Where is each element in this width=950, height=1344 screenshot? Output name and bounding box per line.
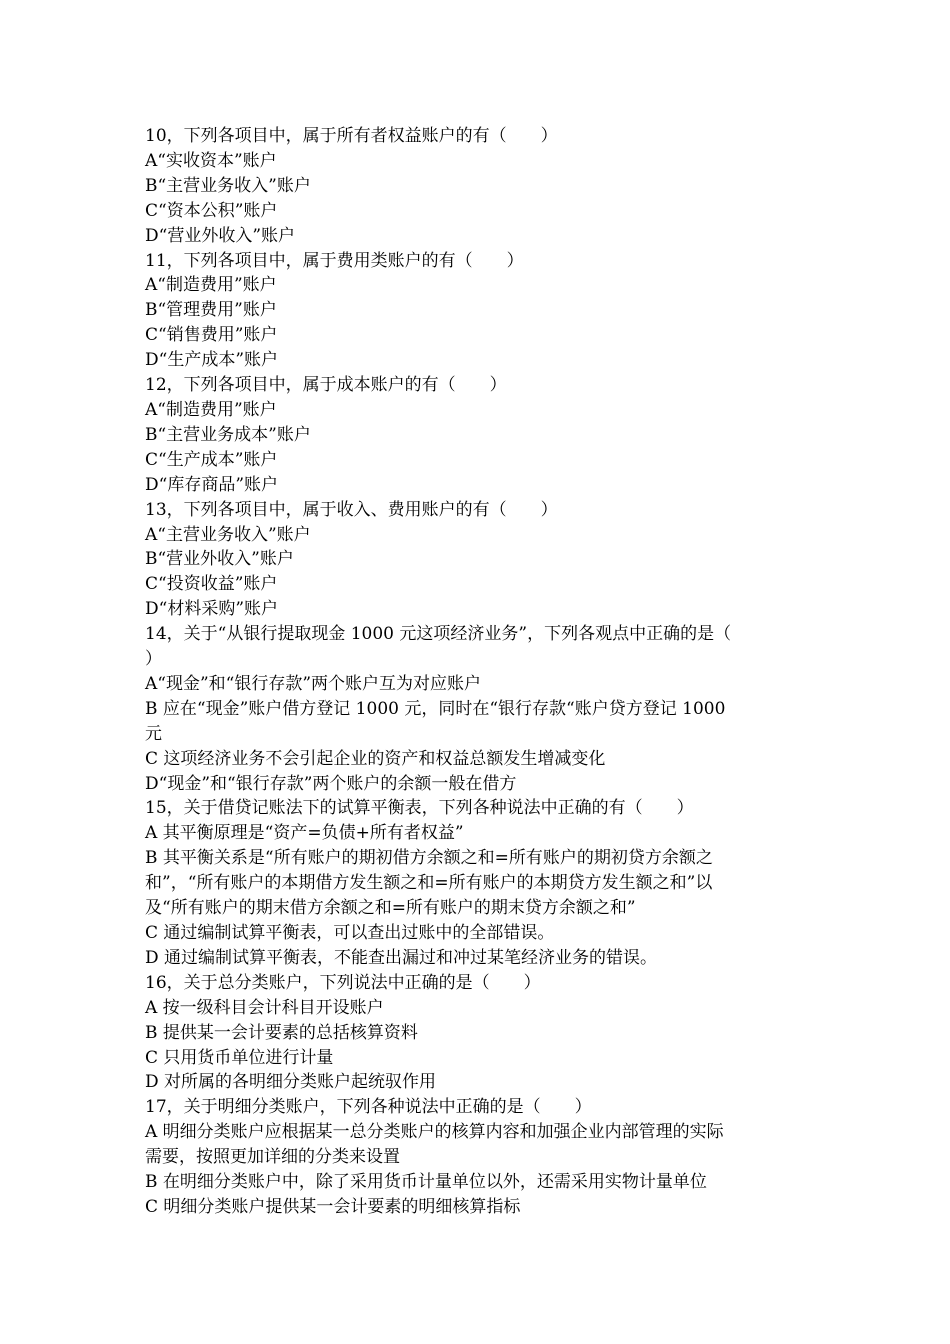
text-line: B“主营业务成本”账户: [145, 424, 311, 445]
text-line: A 按一级科目会计科目开设账户: [145, 997, 384, 1018]
text-line: A“主营业务收入”账户: [145, 524, 311, 545]
text-line: C“生产成本”账户: [145, 449, 278, 470]
text-line: A 明细分类账户应根据某一总分类账户的核算内容和加强企业内部管理的实际: [145, 1122, 724, 1143]
text-line: C 这项经济业务不会引起企业的资产和权益总额发生增减变化: [145, 748, 606, 769]
text-line: D“营业外收入”账户: [145, 225, 296, 246]
text-line: B 提供某一会计要素的总括核算资料: [145, 1022, 418, 1043]
text-line: D 对所属的各明细分类账户起统驭作用: [145, 1072, 437, 1093]
text-line: D“生产成本”账户: [145, 350, 279, 371]
text-line: 13，下列各项目中，属于收入、费用账户的有（ ）: [145, 499, 558, 520]
text-line: D“现金”和“银行存款”两个账户的余额一般在借方: [145, 773, 517, 794]
text-line: 17，关于明细分类账户，下列各种说法中正确的是（ ）: [145, 1097, 592, 1118]
text-line: B“管理费用”账户: [145, 300, 277, 321]
text-line: C 只用货币单位进行计量: [145, 1047, 334, 1068]
text-line: 15，关于借贷记账法下的试算平衡表，下列各种说法中正确的有（ ）: [145, 798, 694, 819]
text-line: B 其平衡关系是“所有账户的期初借方余额之和=所有账户的期初贷方余额之: [145, 848, 713, 869]
text-line: A“制造费用”账户: [145, 399, 277, 420]
text-line: 和”，“所有账户的本期借方发生额之和=所有账户的本期贷方发生额之和”以: [145, 873, 713, 894]
text-line: ）: [145, 649, 162, 670]
text-line: C 明细分类账户提供某一会计要素的明细核算指标: [145, 1196, 521, 1217]
text-line: B“主营业务收入”账户: [145, 175, 311, 196]
text-line: A“实收资本”账户: [145, 150, 277, 171]
text-line: D“材料采购”账户: [145, 599, 279, 620]
text-line: 元: [145, 723, 162, 744]
text-line: B 在明细分类账户中，除了采用货币计量单位以外，还需采用实物计量单位: [145, 1172, 707, 1193]
text-line: A 其平衡原理是“资产=负债+所有者权益”: [145, 823, 464, 844]
text-line: C 通过编制试算平衡表，可以查出过账中的全部错误。: [145, 923, 555, 943]
text-line: 需要，按照更加详细的分类来设置: [145, 1147, 400, 1168]
text-line: 16，关于总分类账户，下列说法中正确的是（ ）: [145, 972, 541, 993]
text-line: B“营业外收入”账户: [145, 549, 294, 570]
text-line: C“投资收益”账户: [145, 574, 278, 595]
text-line: 10，下列各项目中，属于所有者权益账户的有（ ）: [145, 126, 558, 146]
text-line: 及“所有账户的期末借方余额之和=所有账户的期末贷方余额之和”: [145, 898, 636, 919]
text-line: 11，下列各项目中，属于费用类账户的有（ ）: [145, 250, 524, 271]
text-line: 14，关于“从银行提取现金 1000 元这项经济业务”，下列各观点中正确的是（: [145, 624, 732, 645]
text-line: A“现金”和“银行存款”两个账户互为对应账户: [145, 673, 482, 694]
document-page: [145, 124, 810, 1220]
text-line: A“制造费用”账户: [145, 275, 277, 296]
text-line: B 应在“现金”账户借方登记 1000 元，同时在“银行存款“账户贷方登记 1000: [145, 698, 726, 719]
text-line: 12，下列各项目中，属于成本账户的有（ ）: [145, 375, 507, 396]
text-line: C“资本公积”账户: [145, 200, 278, 221]
text-line: D 通过编制试算平衡表，不能查出漏过和冲过某笔经济业务的错误。: [145, 947, 658, 968]
text-line: C“销售费用”账户: [145, 325, 278, 346]
text-line: D“库存商品”账户: [145, 474, 279, 495]
